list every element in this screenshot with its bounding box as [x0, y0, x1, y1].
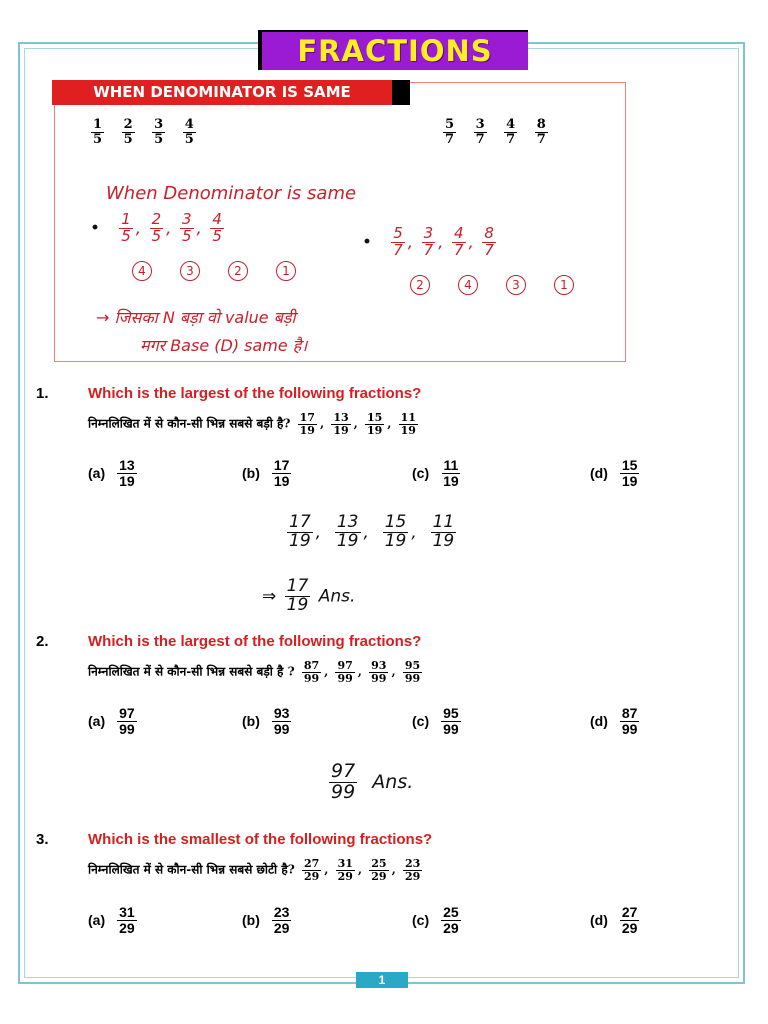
option-b[interactable] — [242, 905, 294, 935]
fraction — [336, 858, 355, 882]
option-a[interactable] — [88, 905, 140, 935]
option-label: (a) — [88, 465, 106, 482]
denominator: 29 — [337, 869, 353, 883]
denominator: 19 — [432, 530, 455, 551]
fraction — [403, 858, 422, 882]
numerator: 93 — [371, 659, 387, 672]
option-b[interactable] — [242, 458, 294, 488]
denominator: 99 — [331, 780, 356, 803]
numerator: 31 — [337, 857, 353, 870]
numerator: 2 — [151, 210, 162, 228]
hindi-text: निम्नलिखित में से कौन-सी भिन्न सबसे बड़ी है? — [88, 416, 291, 431]
denominator: 7 — [484, 240, 494, 259]
fraction — [403, 660, 422, 684]
fraction — [152, 118, 165, 146]
numerator: 3 — [181, 210, 192, 228]
fraction — [441, 706, 461, 736]
numerator: 95 — [404, 659, 421, 672]
numerator: 1 — [121, 210, 131, 228]
numerator: 23 — [404, 857, 421, 870]
fraction — [369, 660, 388, 684]
numerator: 15 — [366, 411, 383, 424]
rank-circle: 2 — [228, 261, 248, 281]
example-fractions-a — [88, 118, 206, 146]
numerator: 4 — [453, 224, 464, 242]
denominator: 7 — [453, 240, 464, 259]
fraction — [431, 514, 457, 551]
numerator: 2 — [123, 117, 133, 132]
denominator: 99 — [443, 720, 459, 737]
numerator: 8 — [536, 117, 546, 132]
numerator: 97 — [119, 705, 135, 721]
fraction — [117, 706, 137, 736]
option-b[interactable] — [242, 706, 294, 736]
question-text: Which is the largest of the following fractions? — [88, 633, 422, 650]
fraction — [298, 412, 317, 436]
denominator: 5 — [212, 226, 222, 245]
denominator: 99 — [371, 671, 387, 685]
denominator: 19 — [366, 423, 383, 437]
option-label: (d) — [590, 912, 608, 929]
rank-circle: 1 — [554, 275, 574, 295]
fraction — [272, 706, 292, 736]
option-label: (d) — [590, 465, 608, 482]
numerator: 4 — [184, 117, 194, 132]
fraction — [117, 905, 137, 935]
numerator: 17 — [299, 411, 315, 424]
question-hindi: निम्नलिखित में से कौन-सी भिन्न सबसे छोटी है? $\frac{27}{29}$ , $\frac{31}{29}$ , $\frac{25}{29}$ , $\frac{23}{29}$ — [88, 857, 421, 883]
denominator: 99 — [621, 720, 638, 737]
numerator: 23 — [273, 904, 290, 920]
rank-circle: 1 — [276, 261, 296, 281]
denominator: 19 — [273, 472, 290, 489]
section-heading: WHEN DENOMINATOR IS SAME — [52, 80, 392, 105]
denominator: 29 — [303, 869, 320, 883]
numerator: 17 — [286, 576, 309, 596]
numerator: 95 — [443, 705, 459, 721]
numerator: 97 — [337, 659, 353, 672]
numerator: 11 — [432, 512, 455, 532]
denominator: 19 — [400, 423, 416, 437]
page-title: FRACTIONS — [262, 32, 528, 70]
fraction — [620, 706, 640, 736]
denominator: 99 — [404, 671, 421, 685]
denominator: 19 — [384, 530, 407, 551]
denominator: 5 — [154, 131, 164, 147]
fraction — [210, 212, 224, 245]
fraction — [272, 458, 292, 488]
numerator: 15 — [384, 512, 407, 532]
note-heading: When Denominator is same — [106, 183, 357, 204]
option-c[interactable] — [412, 905, 464, 935]
fraction — [91, 118, 104, 146]
numerator: 93 — [273, 705, 290, 721]
option-label: (c) — [412, 912, 430, 929]
denominator: 19 — [336, 530, 359, 551]
denominator: 19 — [621, 472, 638, 489]
fraction — [302, 858, 321, 882]
handwritten-answer — [326, 762, 413, 803]
numerator: 4 — [506, 117, 516, 132]
question-hindi: निम्नलिखित में से कौन-सी भिन्न सबसे बड़ी है? $\frac{17}{19}$ , $\frac{13}{19}$ , $\frac{15}{19}$ , $\frac{11}{19}$ — [88, 411, 416, 437]
numerator: 25 — [443, 904, 459, 920]
fraction — [482, 226, 496, 259]
option-c[interactable] — [412, 706, 464, 736]
numerator: 1 — [93, 117, 103, 132]
denominator: 7 — [445, 131, 455, 147]
rank-circle: 4 — [458, 275, 478, 295]
fraction — [329, 762, 357, 803]
denominator: 5 — [151, 226, 162, 245]
numerator: 15 — [621, 457, 638, 473]
denominator: 7 — [393, 240, 403, 259]
numerator: 17 — [273, 457, 290, 473]
implies-symbol: ⇒ — [262, 586, 277, 607]
option-a[interactable] — [88, 706, 140, 736]
numerator: 27 — [303, 857, 320, 870]
denominator: 29 — [443, 919, 459, 936]
denominator: 29 — [371, 869, 387, 883]
denominator: 29 — [404, 869, 421, 883]
question-text: Which is the smallest of the following fractions? — [88, 831, 433, 848]
fraction — [441, 458, 461, 488]
option-label: (d) — [590, 713, 608, 730]
denominator: 19 — [119, 472, 135, 489]
question-text: Which is the largest of the following fractions? — [88, 385, 422, 402]
numerator: 5 — [445, 117, 455, 132]
fraction — [331, 412, 350, 436]
numerator: 3 — [475, 117, 485, 132]
fraction — [383, 514, 409, 551]
bullet: • — [90, 218, 111, 239]
denominator: 29 — [119, 919, 135, 936]
denominator: 19 — [286, 594, 309, 615]
option-d[interactable] — [590, 458, 642, 488]
denominator: 5 — [184, 131, 194, 147]
numerator: 13 — [336, 512, 359, 532]
fraction — [180, 212, 194, 245]
denominator: 5 — [93, 131, 103, 147]
page-number: 1 — [356, 972, 408, 988]
numerator: 11 — [443, 457, 459, 473]
numerator: 11 — [400, 411, 416, 424]
denominator: 7 — [423, 240, 434, 259]
numerator: 5 — [393, 224, 403, 242]
note-rule-line1: → जिसका N बड़ा वो value बड़ी — [96, 308, 296, 327]
rank-circle: 3 — [506, 275, 526, 295]
fraction — [117, 458, 137, 488]
rank-circles-b — [410, 274, 602, 295]
fraction — [474, 118, 487, 146]
denominator: 5 — [123, 131, 133, 147]
denominator: 29 — [621, 919, 638, 936]
hindi-text: निम्नलिखित में से कौन-सी भिन्न सबसे बड़ी है ? — [88, 664, 295, 679]
option-label: (c) — [412, 465, 430, 482]
note-fractions-a: • $\frac{1}{5}$ , $\frac{2}{5}$ , $\frac{3}{5}$ , $\frac{4}{5}$ — [90, 210, 222, 245]
fraction — [422, 226, 436, 259]
fraction — [504, 118, 517, 146]
handwritten-answer — [262, 578, 355, 615]
denominator: 99 — [303, 671, 320, 685]
option-d[interactable] — [590, 905, 642, 935]
option-label: (b) — [242, 912, 260, 929]
fraction — [119, 212, 133, 245]
denominator: 19 — [299, 423, 315, 437]
question-hindi: निम्नलिखित में से कौन-सी भिन्न सबसे बड़ी है ? $\frac{87}{99}$ , $\frac{97}{99}$ , $\frac{93}{99}$ , $\frac{95}{99}$ — [88, 659, 421, 685]
numerator: 87 — [621, 705, 638, 721]
numerator: 25 — [371, 857, 387, 870]
answer-label: Ans. — [318, 586, 356, 607]
denominator: 99 — [337, 671, 353, 685]
fraction — [183, 118, 196, 146]
option-label: (b) — [242, 713, 260, 730]
denominator: 5 — [181, 226, 192, 245]
handwritten-work: $\frac{17}{19}$ , $\frac{13}{19}$ , $\frac{15}{19}$ , $\frac{11}{19}$ — [289, 512, 455, 551]
option-label: (a) — [88, 912, 106, 929]
fraction — [620, 458, 640, 488]
option-d[interactable] — [590, 706, 642, 736]
example-fractions-b — [440, 118, 558, 146]
fraction — [399, 412, 418, 436]
bullet: • — [362, 232, 383, 253]
fraction — [535, 118, 548, 146]
fraction — [391, 226, 405, 259]
option-label: (c) — [412, 713, 430, 730]
rank-circle: 2 — [410, 275, 430, 295]
fraction — [287, 514, 313, 551]
denominator: 29 — [273, 919, 290, 936]
hindi-text: निम्नलिखित में से कौन-सी भिन्न सबसे छोटी है? — [88, 862, 295, 877]
numerator: 3 — [423, 224, 434, 242]
fraction — [620, 905, 640, 935]
fraction — [335, 514, 361, 551]
numerator: 87 — [303, 659, 320, 672]
answer-label: Ans. — [372, 770, 414, 793]
fraction — [122, 118, 135, 146]
question-number: 3. — [36, 831, 49, 848]
denominator: 5 — [121, 226, 131, 245]
denominator: 7 — [506, 131, 516, 147]
option-label: (a) — [88, 713, 106, 730]
fraction — [452, 226, 466, 259]
note-fractions-b: • $\frac{5}{7}$ , $\frac{3}{7}$ , $\frac{4}{7}$ , $\frac{8}{7}$ — [362, 224, 494, 259]
fraction — [369, 858, 388, 882]
question-number: 2. — [36, 633, 49, 650]
rank-circle: 3 — [180, 261, 200, 281]
option-label: (b) — [242, 465, 260, 482]
fraction — [443, 118, 456, 146]
rank-circles-a — [132, 260, 324, 281]
option-a[interactable] — [88, 458, 140, 488]
option-c[interactable] — [412, 458, 464, 488]
numerator: 97 — [331, 760, 356, 782]
fraction — [365, 412, 384, 436]
numerator: 17 — [289, 512, 311, 532]
fraction — [441, 905, 461, 935]
fraction — [302, 660, 321, 684]
denominator: 7 — [475, 131, 485, 147]
denominator: 19 — [289, 530, 311, 551]
numerator: 31 — [119, 904, 135, 920]
denominator: 99 — [273, 720, 290, 737]
numerator: 13 — [119, 457, 135, 473]
fraction — [285, 578, 311, 615]
denominator: 19 — [443, 472, 459, 489]
question-number: 1. — [36, 385, 49, 402]
denominator: 99 — [119, 720, 135, 737]
rank-circle: 4 — [132, 261, 152, 281]
numerator: 27 — [621, 904, 638, 920]
numerator: 3 — [154, 117, 164, 132]
fraction — [335, 660, 354, 684]
denominator: 7 — [536, 131, 546, 147]
fraction — [272, 905, 292, 935]
denominator: 19 — [333, 423, 349, 437]
numerator: 4 — [212, 210, 222, 228]
numerator: 13 — [333, 411, 349, 424]
note-rule-line2: मगर Base (D) same है। — [140, 336, 308, 355]
fraction — [150, 212, 164, 245]
numerator: 8 — [484, 224, 494, 242]
